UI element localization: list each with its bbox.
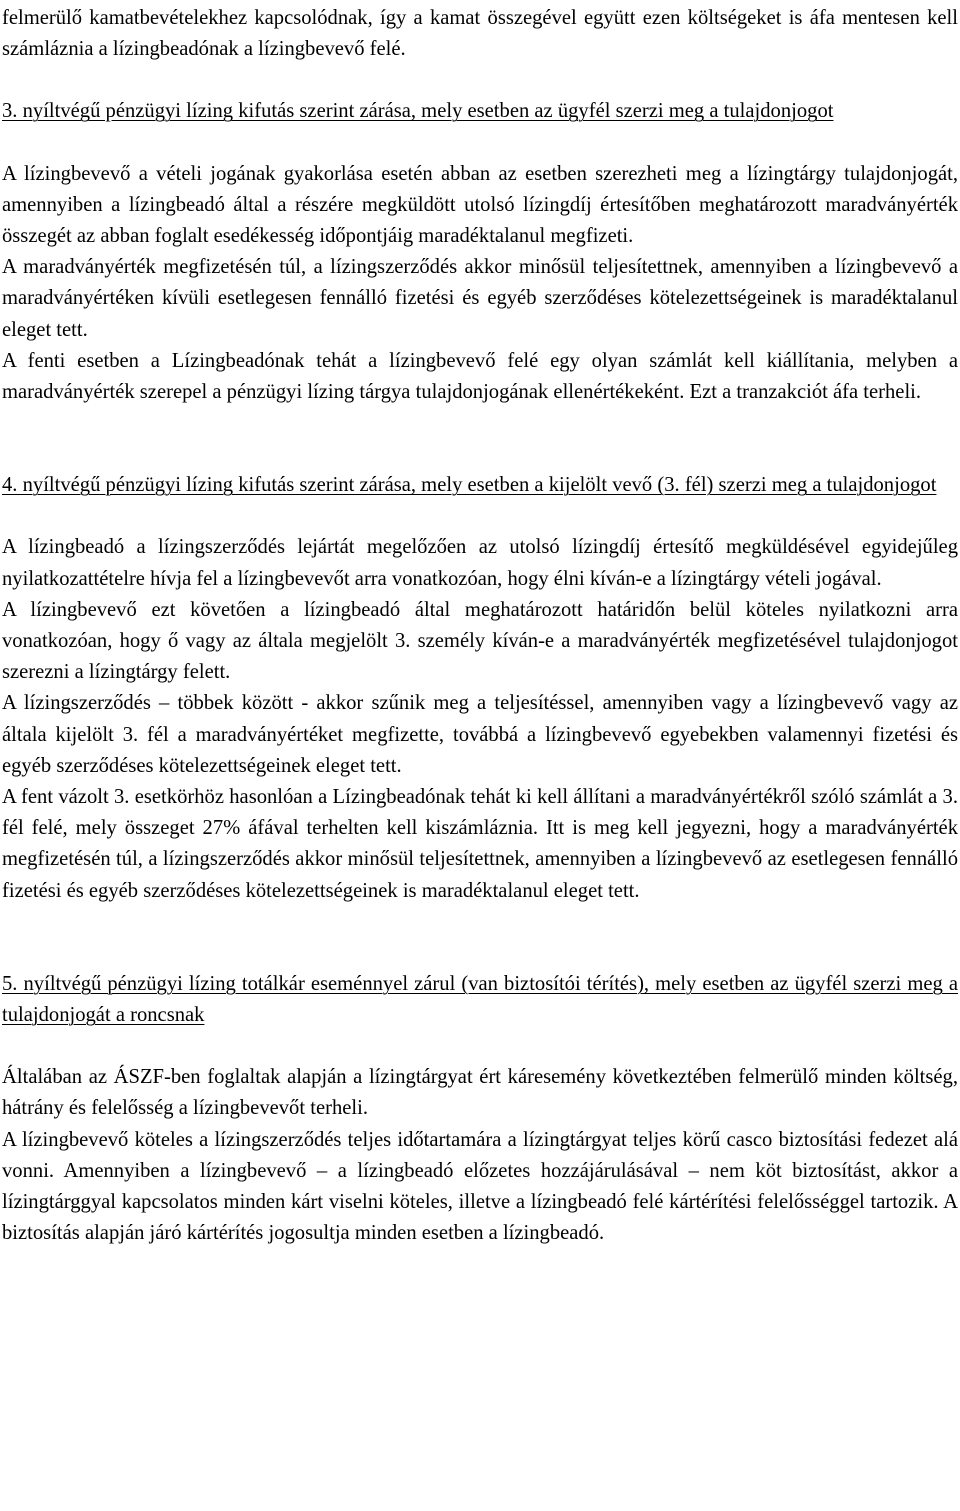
spacer bbox=[2, 907, 958, 969]
section-3-paragraph-2: A maradványérték megfizetésén túl, a lízingszerződés akkor minősül teljesítettnek, amennyiben a lízingbevevő a maradványértéken kívüli esetlegesen fennálló fizetési és egyéb szerződéses kötelezettségeinek is maradéktalanul eleget tett. bbox=[2, 256, 958, 341]
section-4-paragraph-3: A lízingszerződés – többek között - akkor szűnik meg a teljesítéssel, amennyiben vagy a lízingbevevő vagy az általa kijelölt 3. fél a maradványértéket megfizette, továbbá a lízingbevevő egyebekben valamennyi fizetési és egyéb szerződéses kötelezettségeinek eleget tett. bbox=[2, 692, 958, 777]
spacer bbox=[2, 128, 958, 159]
spacer bbox=[2, 65, 958, 96]
section-3-heading: 3. nyíltvégű pénzügyi lízing kifutás szerint zárása, mely esetben az ügyfél szerzi meg a tulajdonjogot bbox=[2, 100, 834, 123]
intro-paragraph: felmerülő kamatbevételekhez kapcsolódnak, így a kamat összegével együtt ezen költségeket is áfa mentesen kell számláznia a lízingbeadónak a lízingbevevő felé. bbox=[2, 7, 958, 61]
spacer bbox=[2, 408, 958, 470]
section-5-heading: 5. nyíltvégű pénzügyi lízing totálkár eseménnyel zárul (van biztosítói térítés), mely esetben az ügyfél szerzi meg a tulajdonjogát a roncsnak bbox=[2, 972, 958, 1027]
section-4-heading: 4. nyíltvégű pénzügyi lízing kifutás szerint zárása, mely esetben a kijelölt vevő (3. fél) szerzi meg a tulajdonjogot bbox=[2, 474, 937, 497]
section-4-paragraph-1: A lízingbeadó a lízingszerződés lejártát megelőzően az utolsó lízingdíj értesítő megküldésével egyidejűleg nyilatkozattételre hívja fel a lízingbevevőt arra vonatkozóan, hogy élni kíván-e a lízingtárgy vételi jogával. bbox=[2, 536, 958, 590]
document-body bbox=[2, 3, 958, 1250]
section-5-paragraph-2: A lízingbevevő köteles a lízingszerződés teljes időtartamára a lízingtárgyat teljes körű casco biztosítási fedezet alá vonni. Amennyiben a lízingbevevő – a lízingbeadó előzetes hozzájárulásával – nem köt biztosítást, akkor a lízingtárggyal kapcsolatos minden kárt viselni köteles, illetve a lízingbeadó felé kártérítési felelősséggel tartozik. A biztosítás alapján járó kártérítés jogosultja minden esetben a lízingbeadó. bbox=[2, 1128, 958, 1245]
spacer bbox=[2, 501, 958, 532]
section-4-paragraph-2: A lízingbevevő ezt követően a lízingbeadó által meghatározott határidőn belül köteles nyilatkozni arra vonatkozóan, hogy ő vagy az általa megjelölt 3. személy kíván-e a maradványérték megfizetésével tulajdonjogot szerezni a lízingtárgy felett. bbox=[2, 598, 958, 684]
spacer bbox=[2, 1031, 958, 1062]
section-4-paragraph-4: A fent vázolt 3. esetkörhöz hasonlóan a Lízingbeadónak tehát ki kell állítani a maradványértékről szóló számlát a 3. fél felé, mely összeget 27% áfával terhelten kell kiszámláznia. Itt is meg kell jegyezni, hogy a maradványérték megfizetésén túl, a lízingszerződés akkor minősül teljesítettnek, amennyiben a lízingbevevő az esetlegesen fennálló fizetési és egyéb szerződéses kötelezettségeinek is maradéktalanul eleget tett. bbox=[2, 786, 958, 902]
section-3-paragraph-3: A fenti esetben a Lízingbeadónak tehát a lízingbevevő felé egy olyan számlát kell kiállítania, melyben a maradványérték szerepel a pénzügyi lízing tárgya tulajdonjogának ellenértékeként. Ezt a tranzakciót áfa terheli. bbox=[2, 349, 958, 404]
section-5-paragraph-1: Általában az ÁSZF-ben foglaltak alapján a lízingtárgyat ért káresemény következtében felmerülő minden költség, hátrány és felelősség a lízingbevevőt terheli. bbox=[2, 1066, 958, 1120]
section-3-paragraph-1: A lízingbevevő a vételi jogának gyakorlása esetén abban az esetben szerezheti meg a lízingtárgy tulajdonjogát, amennyiben a lízingbeadó által a részére megküldött utolsó lízingdíj értesítőben meghatározott maradványérték összegét az abban foglalt esedékesség időpontjáig maradéktalanul megfizeti. bbox=[2, 162, 958, 248]
